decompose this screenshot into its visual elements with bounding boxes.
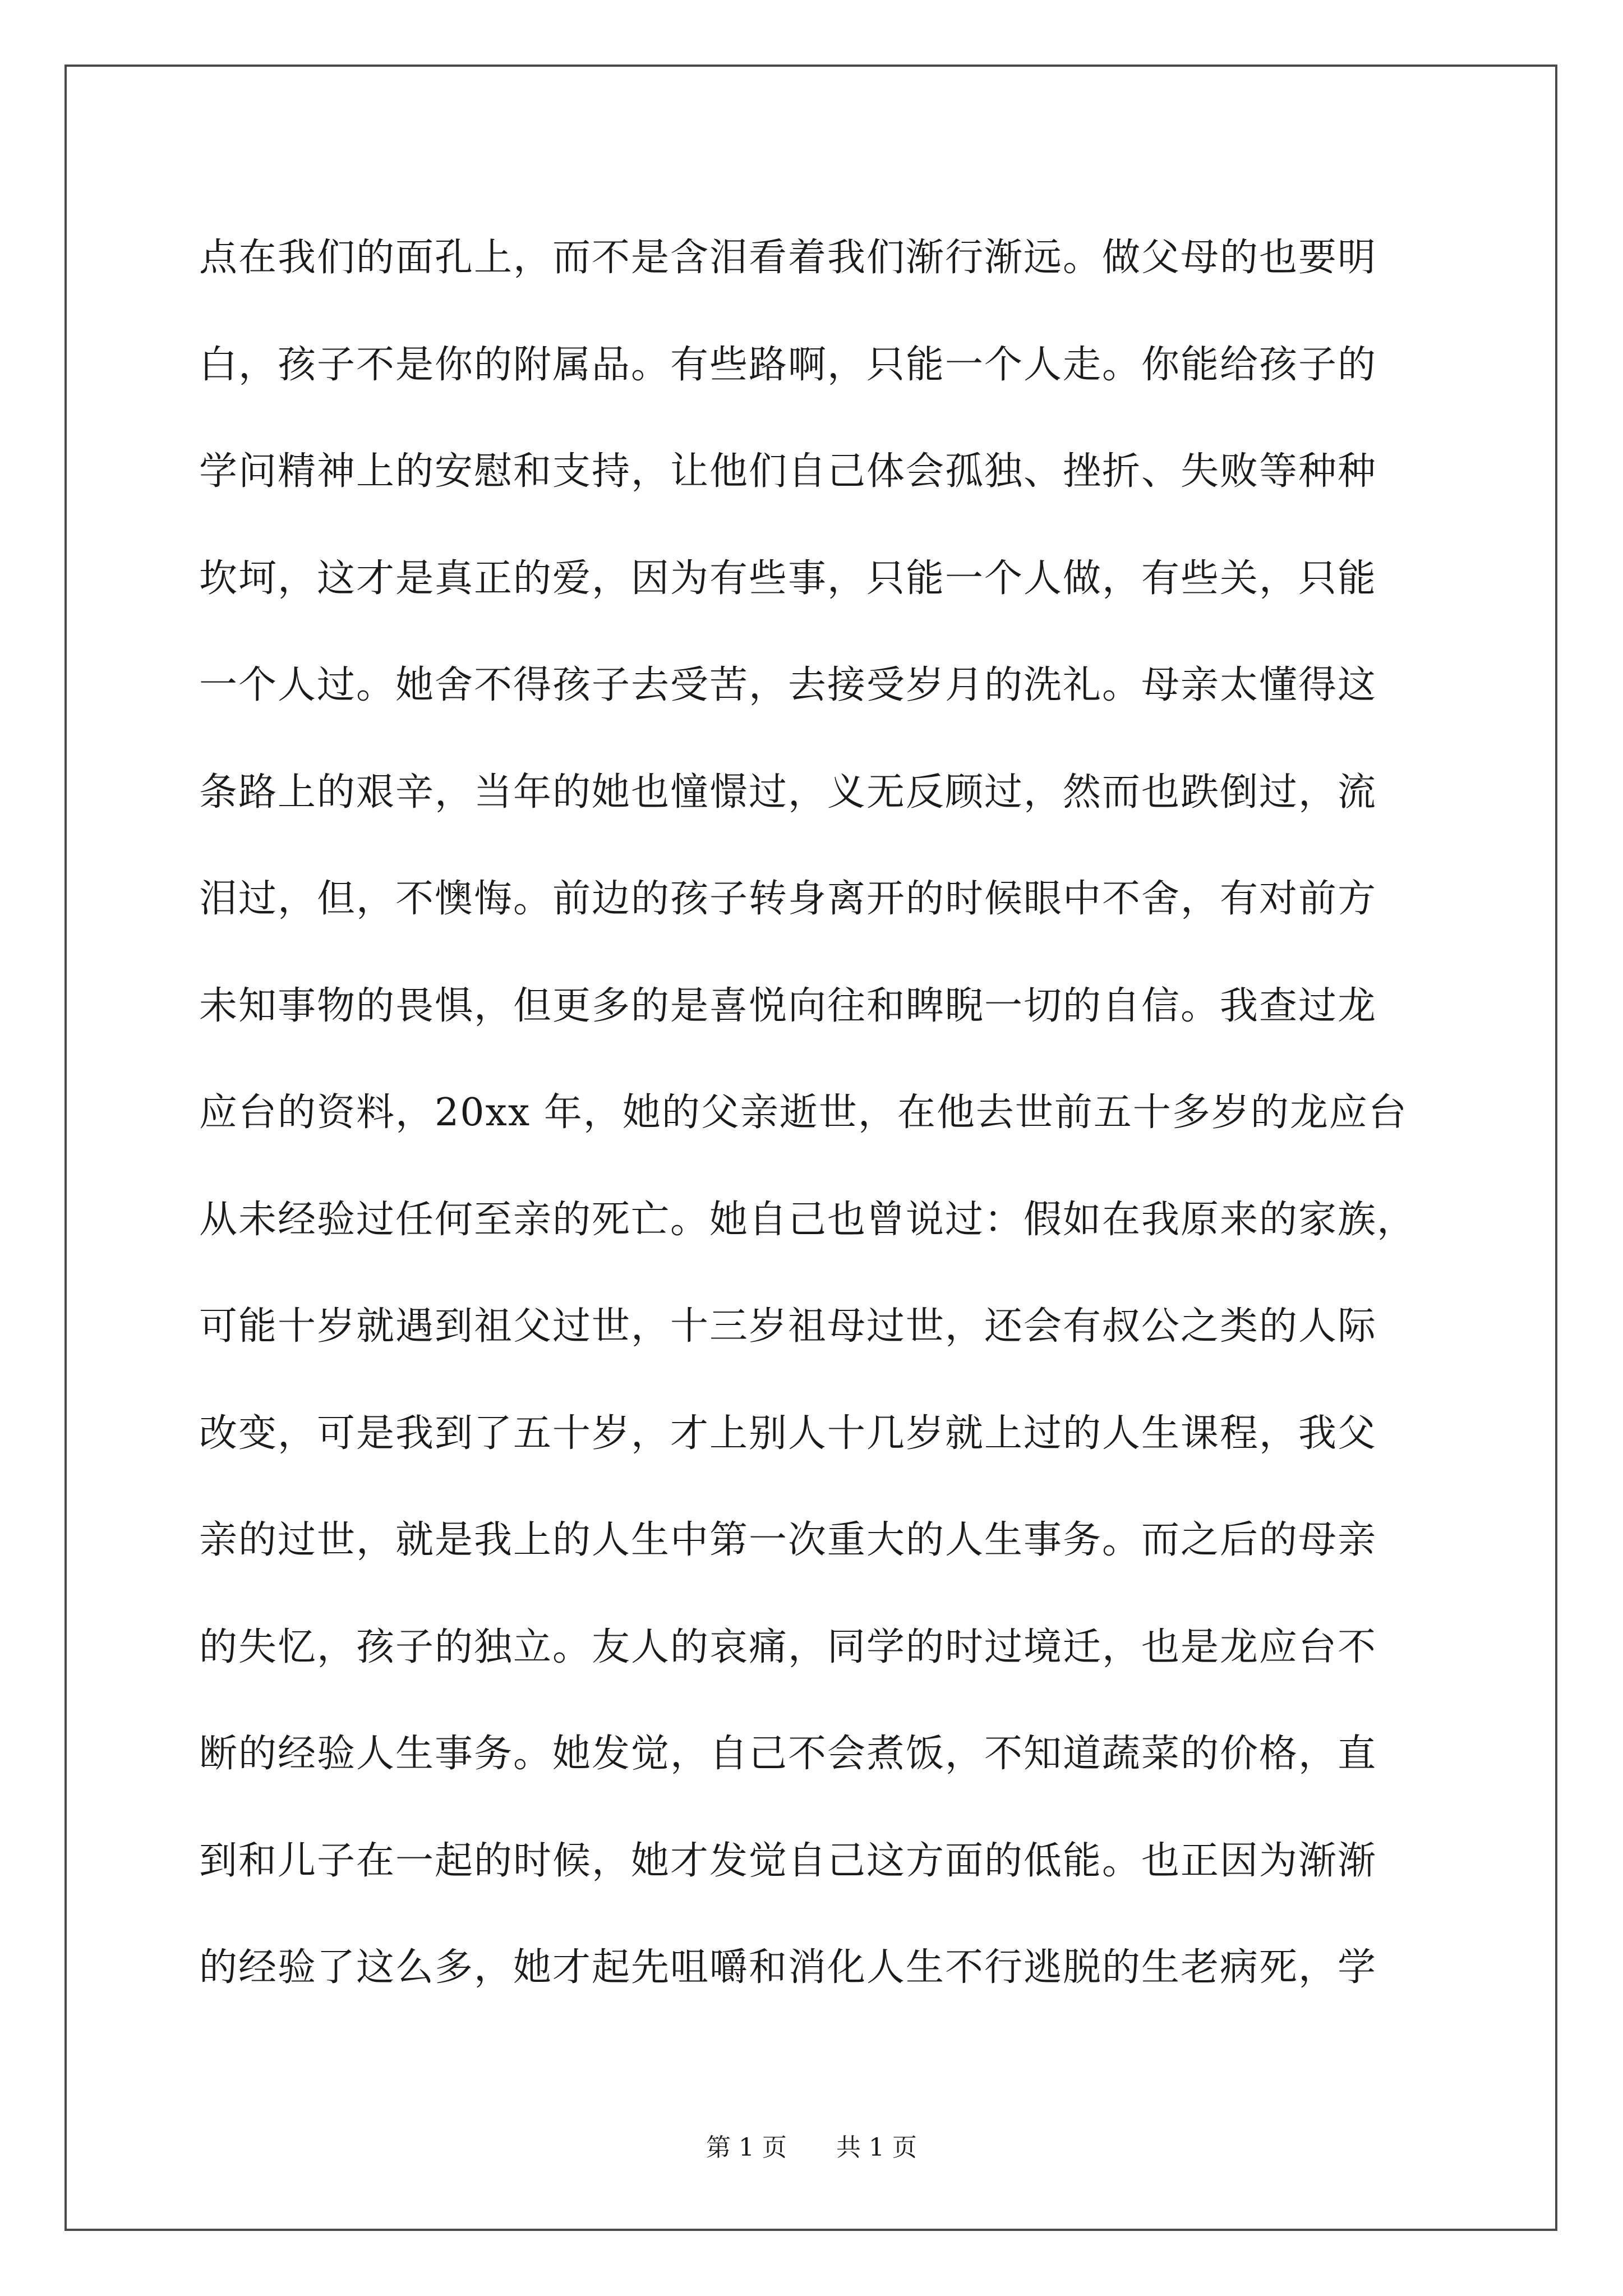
- text-line: 学问精神上的安慰和支持，让他们自己体会孤独、挫折、失败等种种: [199, 449, 1377, 494]
- text-line: 泪过，但，不懊悔。前边的孩子转身离开的时候眼中不舍，有对前方: [199, 877, 1377, 921]
- text-line: 从未经验过任何至亲的死亡。她自己也曾说过：假如在我原来的家族，: [199, 1197, 1417, 1242]
- text-line: 的失忆，孩子的独立。友人的哀痛，同学的时过境迁，也是龙应台不: [199, 1625, 1377, 1669]
- text-line: 到和儿子在一起的时候，她才发觉自己这方面的低能。也正因为渐渐: [199, 1838, 1377, 1883]
- text-line: 未知事物的畏惧，但更多的是喜悦向往和睥睨一切的自信。我查过龙: [199, 983, 1377, 1028]
- text-line: 白，孩子不是你的附属品。有些路啊，只能一个人走。你能给孩子的: [199, 342, 1377, 387]
- text-line: 一个人过。她舍不得孩子去受苦，去接受岁月的洗礼。母亲太懂得这: [199, 663, 1377, 707]
- page-total: 共 1 页: [836, 2133, 917, 2162]
- page-footer: [0, 2127, 1623, 2163]
- text-line: 条路上的艰辛，当年的她也憧憬过，义无反顾过，然而也跌倒过，流: [199, 770, 1377, 815]
- text-line: 坎坷，这才是真正的爱，因为有些事，只能一个人做，有些关，只能: [199, 556, 1377, 601]
- text-line: 亲的过世，就是我上的人生中第一次重大的人生事务。而之后的母亲: [199, 1518, 1377, 1562]
- text-line: 断的经验人生事务。她发觉，自己不会煮饭，不知道蔬菜的价格，直: [199, 1732, 1377, 1776]
- text-line: 应台的资料，20xx 年，她的父亲逝世，在他去世前五十多岁的龙应台: [199, 1091, 1408, 1135]
- text-line: 可能十岁就遇到祖父过世，十三岁祖母过世，还会有叔公之类的人际: [199, 1304, 1377, 1349]
- text-line: 的经验了这么多，她才起先咀嚼和消化人生不行逃脱的生老病死，学: [199, 1945, 1377, 1990]
- page-number: 第 1 页: [706, 2133, 787, 2162]
- document-body: [199, 205, 1489, 2022]
- text-line: 改变，可是我到了五十岁，才上别人十几岁就上过的人生课程，我父: [199, 1411, 1377, 1456]
- text-line: 点在我们的面孔上，而不是含泪看着我们渐行渐远。做父母的也要明: [199, 236, 1377, 280]
